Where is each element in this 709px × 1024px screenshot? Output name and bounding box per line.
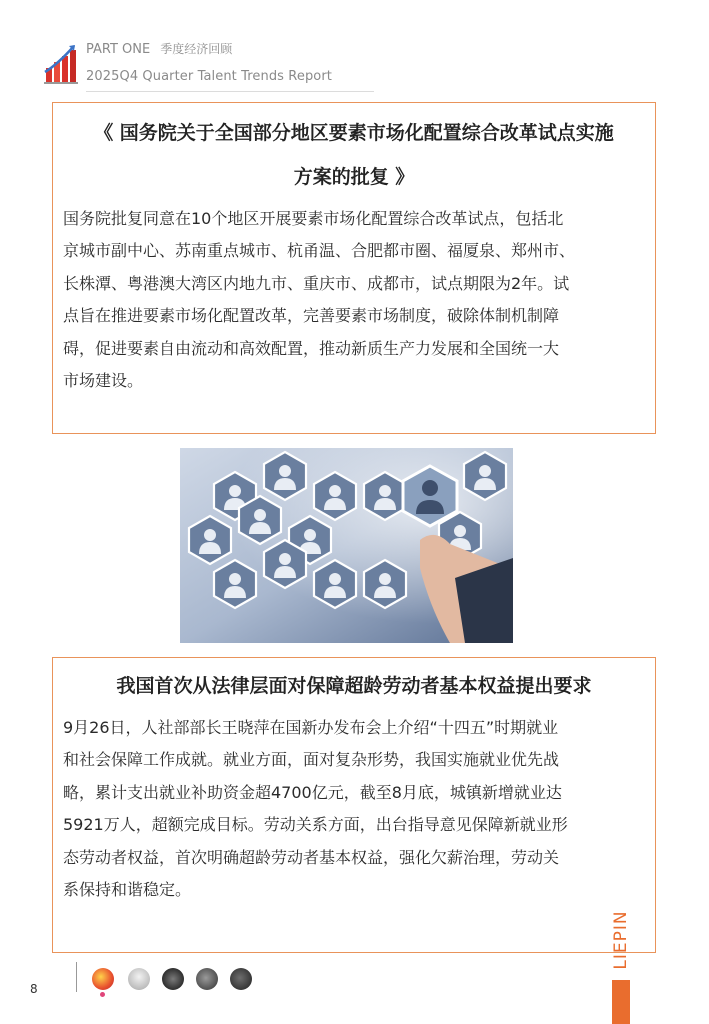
globe-icon[interactable]	[92, 968, 114, 990]
page-number: 8	[30, 982, 38, 996]
page-header	[44, 36, 374, 92]
article-box-1	[52, 102, 656, 434]
dark-globe-icon[interactable]	[230, 968, 252, 990]
body-line: 略，累计支出就业补助资金超4700亿元，截至8月底，城镇新增就业达	[63, 782, 562, 802]
body-line: 9月26日，人社部部长王晓萍在国新办发布会上介绍“十四五”时期就业	[63, 718, 559, 737]
dark-figure-icon[interactable]	[162, 968, 184, 990]
body-line: 京城市副中心、苏南重点城市、杭甬温、合肥都市圈、福厦泉、郑州市、	[63, 241, 576, 261]
body-line: 系保持和谐稳定。	[63, 880, 192, 900]
person-icon[interactable]	[128, 968, 150, 990]
active-indicator	[100, 992, 105, 997]
header-divider	[86, 91, 374, 92]
article-2-title: 我国首次从法律层面对保障超龄劳动者基本权益提出要求	[116, 675, 592, 697]
body-line: 态劳动者权益，首次明确超龄劳动者基本权益，强化欠薪治理，劳动关	[63, 847, 560, 867]
part-label: PART ONE	[86, 42, 151, 57]
body-line: 5921万人，超额完成目标。劳动关系方面，出台指导意见保障新就业形	[63, 815, 568, 835]
brand-accent-bar	[612, 980, 630, 1024]
article-1-body	[63, 203, 645, 397]
footer-divider	[76, 962, 77, 992]
body-line: 长株潭、粤港澳大湾区内地九市、重庆市、成都市，试点期限为2年。试	[63, 273, 570, 293]
body-line: 国务院批复同意在10个地区开展要素市场化配置综合改革试点，包括北	[63, 209, 564, 228]
section-label: 季度经济回顾	[160, 42, 233, 56]
body-line: 和社会保障工作成就。就业方面，面对复杂形势，我国实施就业优先战	[63, 750, 560, 770]
body-line: 市场建设。	[63, 371, 144, 391]
article-box-2	[52, 657, 656, 953]
bar-chart-arrow-icon	[44, 42, 78, 84]
brand-logo-text: LIEPIN	[611, 910, 631, 970]
grey-globe-icon[interactable]	[196, 968, 218, 990]
report-title: 2025Q4 Quarter Talent Trends Report	[86, 69, 332, 84]
network-people-photo	[180, 448, 513, 643]
article-1-title: 《 国务院关于全国部分地区要素市场化配置综合改革试点实施 方案的批复 》	[94, 122, 614, 188]
body-line: 碍，促进要素自由流动和高效配置，推动新质生产力发展和全国统一大	[63, 338, 560, 358]
body-line: 点旨在推进要素市场化配置改革，完善要素市场制度，破除体制机制障	[63, 306, 560, 326]
article-2-body	[63, 712, 645, 906]
